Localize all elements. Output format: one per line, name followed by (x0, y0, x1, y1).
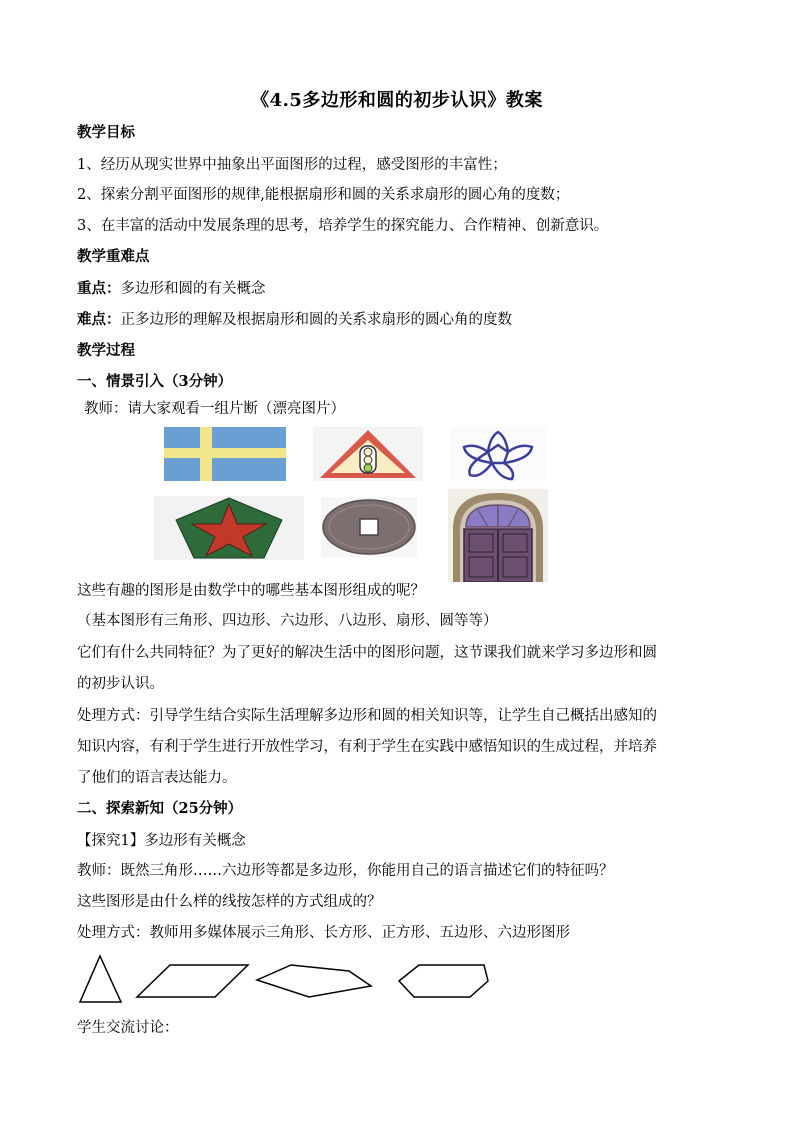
question-2: 这些图形是由什么样的线按怎样的方式组成的？ (77, 894, 382, 910)
star-pentagon-image (154, 496, 304, 560)
method-1-line-3: 了他们的语言表达能力。 (77, 770, 237, 786)
difficulty-text: 正多边形的理解及根据扇形和圆的关系求扇形的圆心角的度数 (120, 312, 512, 328)
teacher-2: 教师：既然三角形……六边形等都是多边形，你能用自己的语言描述它们的特征吗？ (77, 863, 614, 879)
difficulty-label: 难点： (77, 311, 121, 328)
answer-1: （基本图形有三角形、四边形、六边形、八边形、扇形、圆等等） (77, 613, 498, 629)
method-2: 处理方式：教师用多媒体展示三角形、长方形、正方形、五边形、六边形图形 (77, 925, 570, 941)
key-label: 重点： (77, 280, 121, 297)
goal-1: 1、经历从现实世界中抽象出平面图形的过程，感受图形的丰富性； (77, 157, 507, 173)
paragraph-1-line-1: 它们有什么共同特征？为了更好的解决生活中的图形问题，这节课我们就来学习多边形和圆 (77, 645, 657, 661)
polygon-shapes-figure (78, 953, 498, 1007)
discussion-label: 学生交流讨论： (77, 1020, 179, 1036)
triangle-shape (80, 956, 121, 1002)
ancient-coin-image (321, 497, 417, 557)
flower-pattern-image (450, 427, 546, 481)
parallelogram-shape (137, 965, 248, 997)
goals-heading: 教学目标 (77, 124, 135, 141)
part2-heading: 二、探索新知（25分钟） (77, 800, 243, 817)
part1-teacher: 教师：请大家观看一组片断（漂亮图片） (84, 401, 345, 417)
goal-3: 3、在丰富的活动中发展条理的思考，培养学生的探究能力、合作精神、创新意识。 (77, 218, 609, 234)
part1-heading: 一、情景引入（3分钟） (77, 373, 233, 390)
page-title: 《4.5多边形和圆的初步认识》教案 (251, 90, 543, 111)
key-text: 多边形和圆的有关概念 (120, 281, 266, 297)
key-heading: 教学重难点 (77, 248, 150, 265)
traffic-warning-sign-image (313, 427, 423, 481)
question-1: 这些有趣的图形是由数学中的哪些基本图形组成的呢？ (77, 583, 425, 599)
goal-2: 2、探索分割平面图形的规律,能根据扇形和圆的关系求扇形的圆心角的度数； (77, 187, 570, 203)
process-heading: 教学过程 (77, 342, 135, 359)
pentagon-shape (257, 965, 371, 997)
method-1-line-1: 处理方式：引导学生结合实际生活理解多边形和圆的相关知识等，让学生自己概括出感知的 (77, 708, 657, 724)
paragraph-1-line-2: 的初步认识。 (77, 676, 164, 692)
swedish-flag-image (164, 427, 286, 481)
hexagon-shape (399, 965, 488, 997)
arched-door-image (448, 489, 548, 582)
key-point (77, 279, 266, 299)
method-1-line-2: 知识内容，有利于学生进行开放性学习，有利于学生在实践中感悟知识的生成过程，并培养 (77, 739, 657, 755)
difficulty-point (77, 310, 512, 330)
explore-1: 【探究1】多边形有关概念 (77, 833, 246, 849)
